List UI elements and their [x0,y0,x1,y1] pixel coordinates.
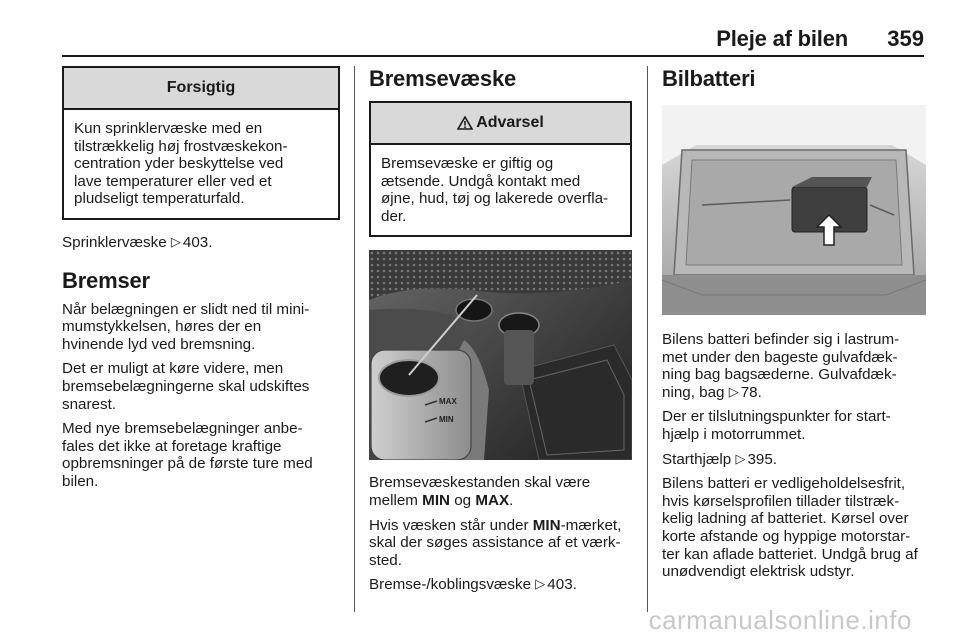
column-2 [369,66,632,601]
xref-sprinkler[interactable]: Sprinklervæske ▷ 403. [62,233,213,251]
warning-triangle-icon [457,116,473,130]
brake-fluid-level-text: Bremsevæskestanden skal være mellem MIN og MAX. [369,474,591,509]
brake-fluid-reservoir-photo [369,250,632,460]
page-header [0,0,960,58]
column-1 [62,66,340,498]
watermark: carmanualsonline.info [648,605,912,635]
warning-box [369,101,632,237]
warning-heading: Advarsel [371,103,630,145]
section-title-battery: Bilbatteri [662,66,756,91]
battery-paragraph-2: Der er tilslutningspunkter for start- hjælp i motorrummet. [662,408,891,443]
column-3 [662,66,926,588]
xref-arrow-icon: ▷ [535,576,546,592]
caution-box [62,66,340,220]
column-divider-1 [354,66,355,612]
brakes-paragraph-2: Det er muligt at køre videre, men bremsebelægningerne skal udskiftes snarest. [62,360,310,413]
photo-label-min: MIN [439,415,454,425]
column-divider-2 [647,66,648,612]
xref-jump-start[interactable]: Starthjælp ▷ 395. [662,450,778,468]
photo-label-max: MAX [439,397,457,407]
caution-heading: Forsigtig [64,68,338,110]
xref-arrow-icon: ▷ [170,233,181,249]
warning-text: Bremsevæske er giftig og ætsende. Undgå kontakt med øjne, hud, tøj og lakerede overfla- der. [381,155,609,225]
page-number: 359 [887,26,924,51]
battery-paragraph-1: Bilens batteri befinder sig i lastrum- met under den bageste gulvafdæk- ning bag bagsæderne. Gulvafdæk- ning, bag ▷ 78. [662,331,900,401]
xref-brake-fluid[interactable]: Bremse-/koblingsvæske ▷ 403. [369,576,577,594]
caution-text: Kun sprinklervæske med en tilstrækkelig høj frostvæskekon- centration yder beskyttelse ved lave temperaturer eller ved et pludseligt temperaturfald. [74,120,288,208]
header-title: Pleje af bilen [716,26,848,51]
section-title-brakes: Bremser [62,267,150,293]
brake-fluid-service-text: Hvis væsken står under MIN-mærket, skal der søges assistance af et værk- sted. [369,516,622,569]
xref-arrow-icon: ▷ [728,383,739,399]
battery-paragraph-3: Bilens batteri er vedligeholdelsesfrit, hvis kørselsprofilen tillader tilstræk- kelig ladning af batteriet. Kørsel over korte afstande og hyppige motorstar- ter kan aflade batteriet. Undgå brug af unødvendigt elektrisk udstyr. [662,475,918,581]
header-rule [62,55,924,57]
battery-location-photo [662,105,926,315]
brakes-paragraph-3: Med nye bremsebelægninger anbe- fales det ikke at foretage kraftige opbremsninger på de første ture med bilen. [62,420,313,490]
xref-arrow-icon: ▷ [735,450,746,466]
brakes-paragraph-1: Når belægningen er slidt ned til mini- mumstykkelsen, høres der en hvinende lyd ved bremsning. [62,300,310,353]
section-title-brake-fluid: Bremsevæske [369,66,517,91]
xref-floor-page[interactable]: 78. [740,383,762,401]
